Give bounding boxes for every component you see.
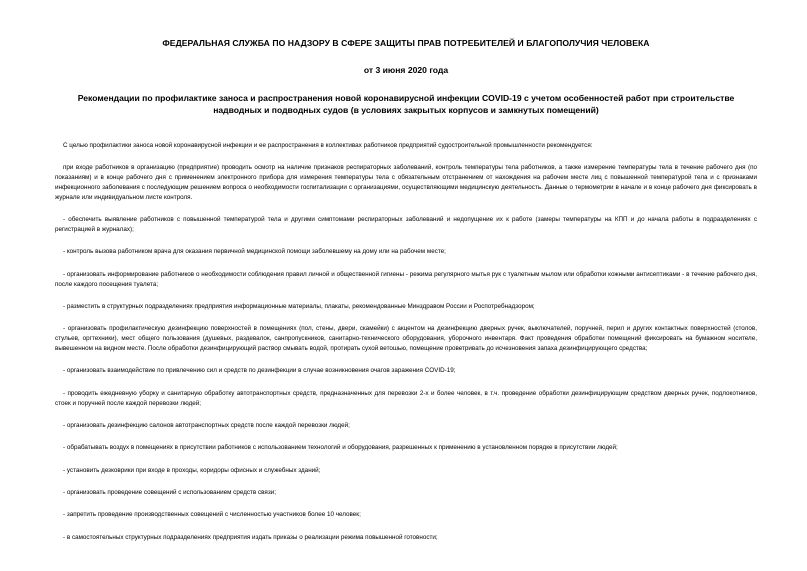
paragraph-info-materials: - разместить в структурных подразделениях предприятия информационные материалы, плакаты, рекомендованные Минздравом России и Роспотребнадзором; bbox=[63, 302, 535, 310]
paragraph-hygiene-info: - организовать информирование работников о необходимости соблюдения правил личной и общественной гигиены - режима регулярного мытья рук с туалетным мылом или обработки кожными антисептиками - в течение рабочего дня, после каждого посещения туалета; bbox=[55, 270, 757, 288]
paragraph-readiness-orders: - в самостоятельных структурных подразделениях предприятия издать приказы о реализации режима повышенной готовности; bbox=[63, 533, 438, 541]
paragraph-doctor-call: - контроль вызова работником врача для оказания первичной медицинской помощи заболевшему на дому или на рабочем месте; bbox=[63, 248, 446, 256]
paragraph-disinfection-resources: - организовать взаимодействие по привлечению сил и средств по дезинфекции в случае возникновения очагов заражения COVID-19; bbox=[63, 367, 456, 375]
paragraph-vehicle-disinfection: - организовать дезинфекцию салонов автотранспортных средств после каждой перевозки людей; bbox=[63, 421, 350, 429]
paragraph-air-treatment: - обрабатывать воздух в помещениях в присутствии работников с использованием технологий и оборудования, разрешенных к применению в установленном порядке в присутствии людей; bbox=[63, 444, 618, 452]
document-body bbox=[55, 141, 757, 543]
paragraph-meeting-limit: - запретить проведение производственных совещений с численностью участников более 10 человек; bbox=[63, 511, 361, 519]
document-date: от 3 июня 2020 года bbox=[363, 65, 449, 75]
paragraph-disinfection-mats: - установить дезковрики при входе в проходы, коридоры офисных и служебных зданий; bbox=[63, 466, 321, 474]
paragraph-detect-symptoms: - обеспечить выявление работников с повышенной температурой тела и другими симптомами респираторных заболеваний и недопущение их к работе (замеры температуры на КПП и до начала работы в подразделениях с регистрацией в журналах); bbox=[55, 216, 757, 233]
paragraph-disinfection: - организовать профилактическую дезинфекцию поверхностей в помещениях (пол, стены, двери, скамейки) с акцентом на дезинфекцию дверных ручек, выключателей, поручней, перил и других контактных поверхностей (столов, стульев, оргтехники), мест общего пользования (душевых, раздевалок, санпропускников, санитарно-технического оборудования, уборочного инвентаря. Факт проведения обработки помещений фиксировать на бумажном носителе, вывешенном на видном месте. После обработки дезинфицирующий раствор смывать водой, протирать сухой ветошью, помещение проветривать до исчезновения запаха дезинфицирующего средства; bbox=[55, 325, 757, 352]
paragraph-vehicle-cleaning: - проводить ежедневную уборку и санитарную обработку автотранспортных средств, предназначенных для перевозки 2-х и более человек, в т.ч. проведение обработки дезинфицирующим средством дверных ручек, подлокотников, стоек и поручней после каждой перевозки людей; bbox=[55, 389, 757, 407]
document-title: Рекомендации по профилактике заноса и распространения новой коронавирусной инфекции COVID-19 с учетом особенностей работ при строительстве надводных и подводных судов (в условиях закрытых корпусов и замкнутых помещений) bbox=[77, 93, 735, 115]
intro-paragraph: С целью профилактики заноса новой коронавирусной инфекции и ее распространения в коллективах работников предприятий судостроительной промышленности рекомендуется: bbox=[63, 142, 593, 149]
paragraph-entry-screening: при входе работников в организацию (предприятие) проводить осмотр на наличие признаков респираторных заболеваний, контроль температуры тела работников, а также измерение температуры тела в течение рабочего дня (по показаниям) и в конце рабочего дня с применением электронного прибора для измерения температуры тела с обязательным отстранением от нахождения на рабочем месте лиц с повышенной температурой тела и с признаками инфекционного заболевания с последующим решением вопроса о необходимости госпитализации с организациями, осуществляющими медицинскую деятельность. Данные о термометрии в начале и в конце рабочего дня фиксировать в журнале или индивидуальном листе контроля. bbox=[55, 164, 757, 201]
paragraph-remote-meetings: - организовать проведение совещений с использованием средств связи; bbox=[63, 489, 276, 497]
organization-header: ФЕДЕРАЛЬНАЯ СЛУЖБА ПО НАДЗОРУ В СФЕРЕ ЗАЩИТЫ ПРАВ ПОТРЕБИТЕЛЕЙ И БЛАГОПОЛУЧИЯ ЧЕЛОВЕКА bbox=[162, 38, 650, 48]
